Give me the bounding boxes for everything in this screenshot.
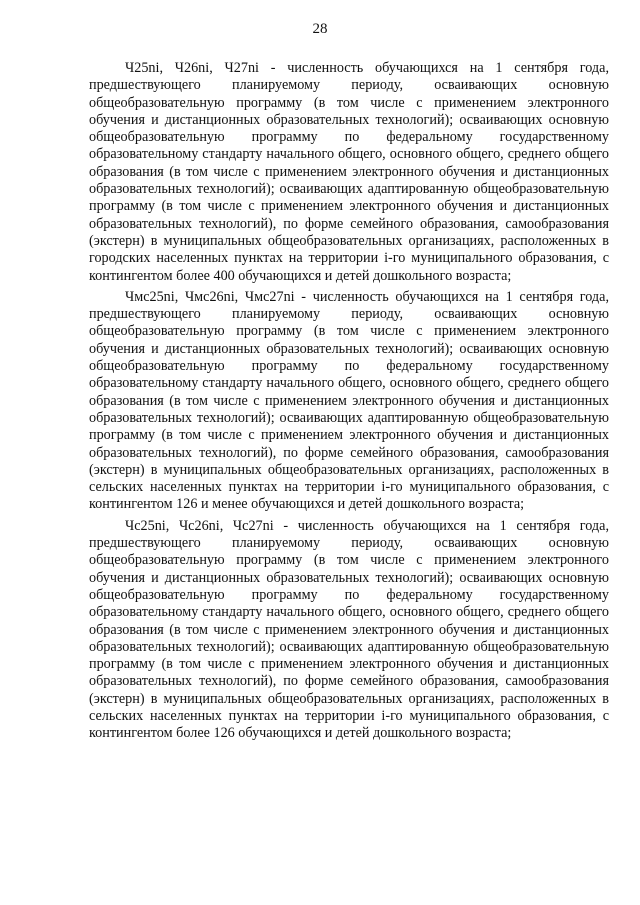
document-body (89, 60, 609, 747)
paragraph-urban-400: Ч25ni, Ч26ni, Ч27ni - численность обучающихся на 1 сентября года, предшествующего планируемому периоду, осваивающих основную общеобразовательную программу (в том числе с применением электронного обучения и дистанционных образовательных технологий); осваивающих основную общеобразовательную программу по федеральному государственному образовательному стандарту начального общего, основного общего, среднего общего образования (в том числе с применением электронного обучения и дистанционных образовательных технологий); осваивающих адаптированную общеобразовательную программу (в том числе с применением электронного обучения и дистанционных образовательных технологий), по форме семейного образования, самообразования (экстерн) в муниципальных общеобразовательных организациях, расположенных в городских населенных пунктах на территории i-го муниципального образования, с контингентом более 400 обучающихся и детей дошкольного возраста; (89, 60, 609, 284)
paragraph-rural-126-or-less: Чмс25ni, Чмс26ni, Чмс27ni - численность обучающихся на 1 сентября года, предшествующего планируемому периоду, осваивающих основную общеобразовательную программу (в том числе с применением электронного обучения и дистанционных образовательных технологий); осваивающих основную общеобразовательную программу по федеральному государственному образовательному стандарту начального общего, основного общего, среднего общего образования (в том числе с применением электронного обучения и дистанционных образовательных технологий); осваивающих адаптированную общеобразовательную программу (в том числе с применением электронного обучения и дистанционных образовательных технологий), по форме семейного образования, самообразования (экстерн) в муниципальных общеобразовательных организациях, расположенных в сельских населенных пунктах на территории i-го муниципального образования, с контингентом 126 и менее обучающихся и детей дошкольного возраста; (89, 288, 609, 513)
paragraph-rural-more-126: Чс25ni, Чс26ni, Чс27ni - численность обучающихся на 1 сентября года, предшествующего планируемому периоду, осваивающих основную общеобразовательную программу (в том числе с применением электронного обучения и дистанционных образовательных технологий); осваивающих основную общеобразовательную программу по федеральному государственному образовательному стандарту начального общего, основного общего, среднего общего образования (в том числе с применением электронного обучения и дистанционных образовательных технологий); осваивающих адаптированную общеобразовательную программу (в том числе с применением электронного обучения и дистанционных образовательных технологий), по форме семейного образования, самообразования (экстерн) в муниципальных общеобразовательных организациях, расположенных в сельских населенных пунктах на территории i-го муниципального образования, с контингентом более 126 обучающихся и детей дошкольного возраста; (89, 517, 609, 742)
page-number: 28 (312, 21, 328, 37)
